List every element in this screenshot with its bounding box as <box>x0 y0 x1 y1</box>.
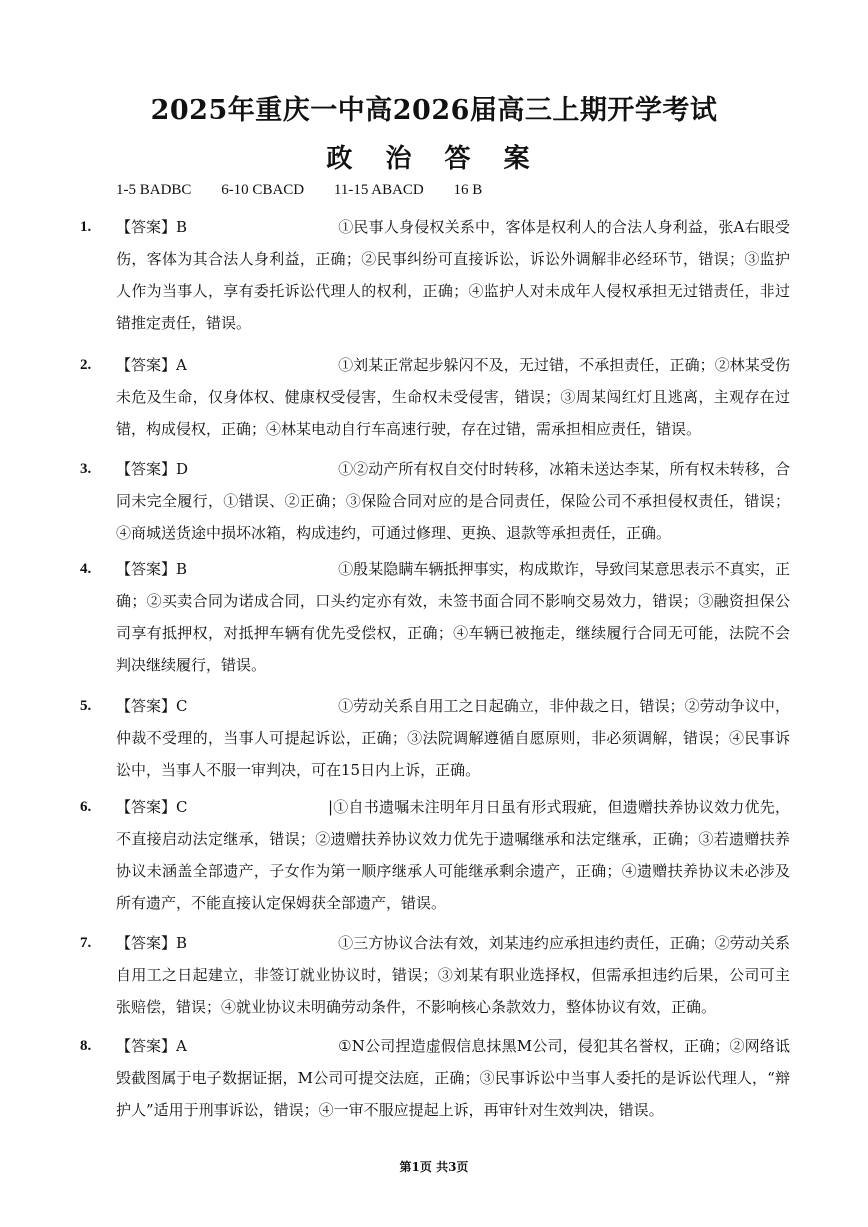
question-number: 5. <box>80 698 92 714</box>
explanation-text: ①民事人身侵权关系中，客体是权利人的合法人身利益，张A右眼受伤，客体为其合法人身利益，正确；②民事纠纷可直接诉讼，诉讼外调解非必经环节，错误；③监护人作为当事人，享有委托诉讼代理人的权利，正确；④监护人对未成年人侵权承担无过错责任，非过错推定责任，错误。 <box>116 218 790 332</box>
answer-key-group: 16 B <box>453 182 483 198</box>
question-number: 8. <box>80 1038 92 1054</box>
answer-label: 【答案】D <box>116 460 189 478</box>
question-number: 1. <box>80 219 92 235</box>
question-number: 6. <box>80 799 92 815</box>
answer-label: 【答案】C <box>116 798 188 816</box>
answer-label: 【答案】A <box>116 1037 187 1055</box>
answer-label: 【答案】B <box>116 934 188 952</box>
question-number: 4. <box>80 561 92 577</box>
answer-label: 【答案】B <box>116 218 188 236</box>
answer-label: 【答案】C <box>116 697 188 715</box>
explanation-text: ①劳动关系自用工之日起确立，非仲裁之日，错误；②劳动争议中，仲裁不受理的，当事人可提起诉讼，正确；③法院调解遵循自愿原则，非必须调解，错误；④民事诉讼中，当事人不服一审判决，可在15日内上诉，正确。 <box>116 697 790 779</box>
answer-key-group: 11-15 ABACD <box>333 182 424 198</box>
explanation-text: ①N公司捏造虚假信息抹黑M公司，侵犯其名誉权，正确；②网络诋毁截图属于电子数据证据，M公司可提交法庭，正确；③民事诉讼中当事人委托的是诉讼代理人，“辩护人”适用于刑事诉讼，错误；④一审不服应提起上诉，再审针对生效判决，错误。 <box>116 1037 790 1119</box>
question-number: 3. <box>80 461 92 477</box>
explanation-text: ①刘某正常起步躲闪不及，无过错，不承担责任，正确；②林某受伤未危及生命，仅身体权、健康权受侵害，生命权未受侵害，错误；③周某闯红灯且逃离，主观存在过错，构成侵权，正确；④林某电动自行车高速行驶，存在过错，需承担相应责任，错误。 <box>116 356 790 438</box>
explanation-text: ①殷某隐瞒车辆抵押事实，构成欺诈，导致闫某意思表示不真实，正确；②买卖合同为诺成合同，口头约定亦有效，未签书面合同不影响交易效力，错误；③融资担保公司享有抵押权，对抵押车辆有优先受偿权，正确；④车辆已被拖走，继续履行合同无可能，法院不会判决继续履行，错误。 <box>116 560 790 674</box>
answer-key-summary <box>116 182 508 199</box>
explanation-text: ①三方协议合法有效，刘某违约应承担违约责任，正确；②劳动关系自用工之日起建立，非签订就业协议时，错误；③刘某有职业选择权，但需承担违约后果，公司可主张赔偿，错误；④就业协议未明确劳动条件，不影响核心条款效力，整体协议有效，正确。 <box>116 934 790 1016</box>
page-title: 2025年重庆一中高2026届高三上期开学考试 <box>150 95 718 126</box>
explanation-text: |①自书遗嘱未注明年月日虽有形式瑕疵，但遗赠扶养协议效力优先，不直接启动法定继承，错误；②遗赠扶养协议效力优先于遗嘱继承和法定继承，正确；③若遗赠扶养协议未涵盖全部遗产，子女作为第一顺序继承人可能继承剩余遗产，正确；④遗赠扶养协议未必涉及所有遗产，不能直接认定保姆获全部遗产，错误。 <box>116 798 790 912</box>
answer-label: 【答案】B <box>116 560 188 578</box>
page-footer: 第1页 共3页 <box>399 1160 469 1174</box>
page-subtitle: 政 治 答 案 <box>326 144 542 174</box>
question-number: 2. <box>80 357 92 373</box>
explanation-text: ①②动产所有权自交付时转移，冰箱未送达李某，所有权未转移，合同未完全履行，①错误、②正确；③保险合同对应的是合同责任，保险公司不承担侵权责任，错误；④商城送货途中损坏冰箱，构成违约，可通过修理、更换、退款等承担责任，正确。 <box>116 460 790 542</box>
answer-label: 【答案】A <box>116 356 187 374</box>
answer-key-group: 6-10 CBACD <box>221 182 305 198</box>
answer-key-group: 1-5 BADBC <box>116 182 192 198</box>
question-number: 7. <box>80 935 92 951</box>
